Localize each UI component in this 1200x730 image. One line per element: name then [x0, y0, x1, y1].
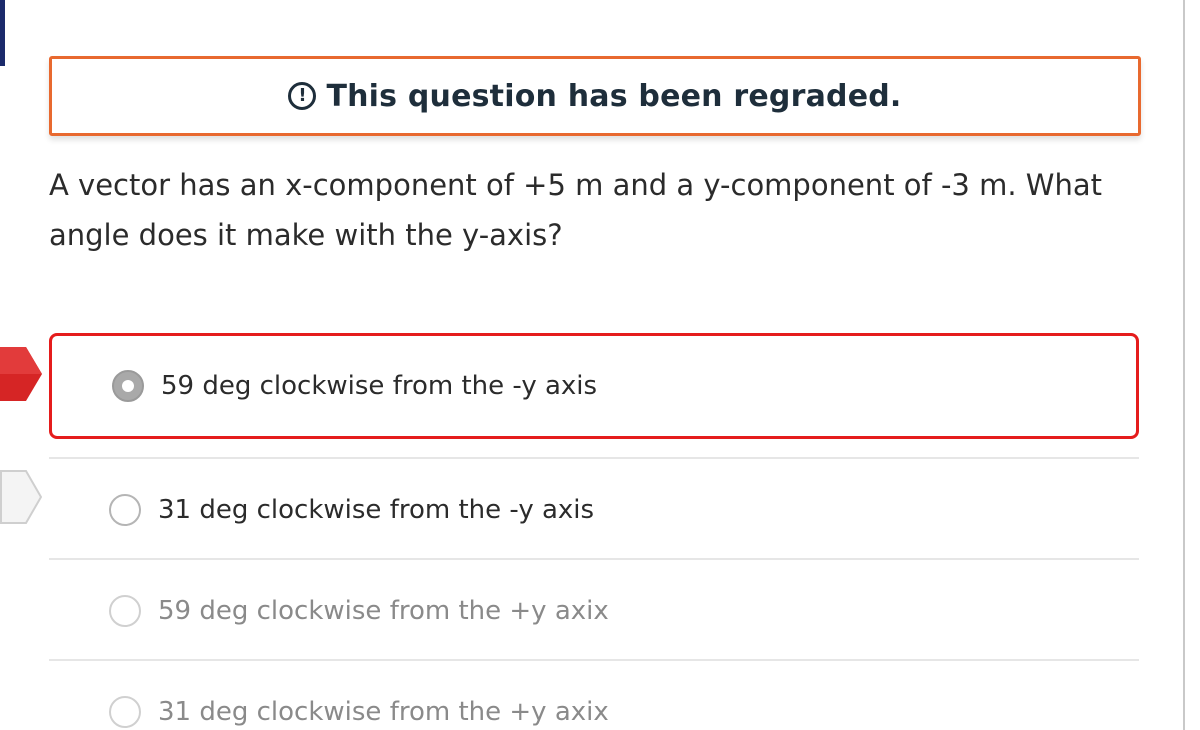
divider [49, 659, 1139, 661]
divider [49, 558, 1139, 560]
radio-button-selected[interactable] [112, 370, 144, 402]
radio-button[interactable] [109, 696, 141, 728]
question-text: A vector has an x-component of +5 m and a y-component of -3 m. What angle does it make with the y-axis? [49, 168, 1102, 252]
answer-option-3[interactable] [49, 581, 1139, 641]
option-label: 31 deg clockwise from the -y axis [158, 495, 595, 525]
regraded-banner [49, 56, 1141, 136]
radio-button[interactable] [109, 494, 141, 526]
exclamation-circle-icon: ! [288, 82, 316, 110]
scrollbar-track[interactable] [1183, 0, 1200, 730]
option-label: 31 deg clockwise from the +y axix [158, 697, 609, 727]
divider [49, 457, 1139, 459]
answer-option-1[interactable] [49, 333, 1139, 439]
answer-option-4[interactable] [49, 682, 1139, 730]
option-label: 59 deg clockwise from the -y axis [161, 371, 598, 401]
banner-text: This question has been regraded. [326, 78, 902, 114]
incorrect-marker-icon [0, 347, 42, 401]
option-label: 59 deg clockwise from the +y axix [158, 596, 609, 626]
correct-answer-marker-icon [0, 470, 42, 524]
left-edge-strip [0, 0, 5, 66]
answer-option-2[interactable] [49, 480, 1139, 540]
radio-button[interactable] [109, 595, 141, 627]
